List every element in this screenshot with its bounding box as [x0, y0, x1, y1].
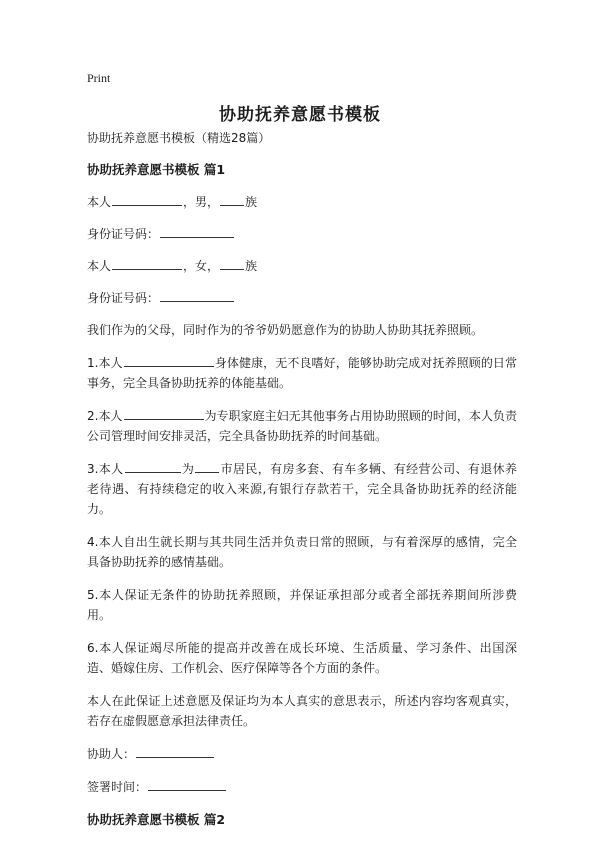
- id-blank: [160, 288, 234, 302]
- item-text: 市居民，有房多套、有车多辆、有经营公司、有退休养老待遇、有持续稳定的收入来源,有银行存款若干，完全具备协助抚养的经济能力。: [87, 462, 517, 516]
- item-prefix: 2.本人: [87, 409, 123, 423]
- person-prefix: 本人: [87, 259, 112, 273]
- id-label: 身份证号码：: [87, 227, 160, 241]
- ethnicity-suffix: 族: [245, 259, 258, 273]
- assistant-signature-line: [87, 744, 517, 764]
- closing-paragraph: 本人在此保证上述意愿及保证均为本人真实的意思表示，所述内容均客观真实，若存在虚假愿意承担法律责任。: [87, 694, 517, 728]
- id-label: 身份证号码：: [87, 291, 160, 305]
- date-blank: [148, 777, 226, 791]
- item-mid: 为: [181, 462, 195, 476]
- item-1: [87, 353, 517, 393]
- name-blank: [125, 459, 181, 473]
- item-prefix: 1.本人: [87, 356, 123, 370]
- person-line-female: [87, 256, 517, 276]
- item-3: [87, 459, 517, 519]
- item-text: 为专职家庭主妇无其他事务占用协助照顾的时间，本人负责公司管理时间安排灵活，完全具备协助抚养的时间基础。: [87, 409, 517, 443]
- name-blank: [124, 406, 204, 420]
- ethnicity-blank: [220, 192, 244, 206]
- gender-text: ，女，: [183, 259, 220, 273]
- id-blank: [160, 224, 234, 238]
- section-heading-2: 协助抚养意愿书模板 篇2: [87, 812, 226, 827]
- item-text: 身体健康，无不良嗜好，能够协助完成对抚养照顾的日常事务，完全具备协助抚养的体能基础。: [87, 356, 517, 390]
- name-blank: [112, 256, 182, 270]
- person-line-male: [87, 192, 517, 212]
- item-4: 4.本人自出生就长期与其共同生活并负责日常的照顾，与有着深厚的感情，完全具备协助抚养的感情基础。: [87, 535, 517, 569]
- date-label: 签署时间：: [87, 780, 148, 794]
- city-blank: [195, 459, 219, 473]
- date-signature-line: [87, 777, 517, 797]
- item-6: 6.本人保证竭尽所能的提高并改善在成长环境、生活质量、学习条件、出国深造、婚嫁住房、工作机会、医疗保障等各个方面的条件。: [87, 641, 517, 675]
- assistant-blank: [136, 744, 214, 758]
- ethnicity-blank: [220, 256, 244, 270]
- document-body: [87, 128, 517, 842]
- item-5: 5.本人保证无条件的协助抚养照顾，并保证承担部分或者全部抚养期间所涉费用。: [87, 588, 517, 622]
- item-prefix: 3.本人: [87, 462, 124, 476]
- id-line-1: [87, 224, 517, 244]
- document-subtitle: 协助抚养意愿书模板（精选28篇）: [87, 131, 271, 145]
- intro-paragraph: 我们作为的父母，同时作为的爷爷奶奶愿意作为的协助人协助其抚养照顾。: [87, 323, 484, 337]
- name-blank: [124, 353, 214, 367]
- assistant-label: 协助人：: [87, 747, 136, 761]
- id-line-2: [87, 288, 517, 308]
- item-2: [87, 406, 517, 446]
- print-label[interactable]: Print: [87, 71, 111, 85]
- document-title: 协助抚养意愿书模板: [219, 105, 381, 125]
- ethnicity-suffix: 族: [245, 195, 258, 209]
- gender-text: ，男，: [183, 195, 220, 209]
- name-blank: [112, 192, 182, 206]
- person-prefix: 本人: [87, 195, 112, 209]
- section-heading-1: 协助抚养意愿书模板 篇1: [87, 162, 226, 177]
